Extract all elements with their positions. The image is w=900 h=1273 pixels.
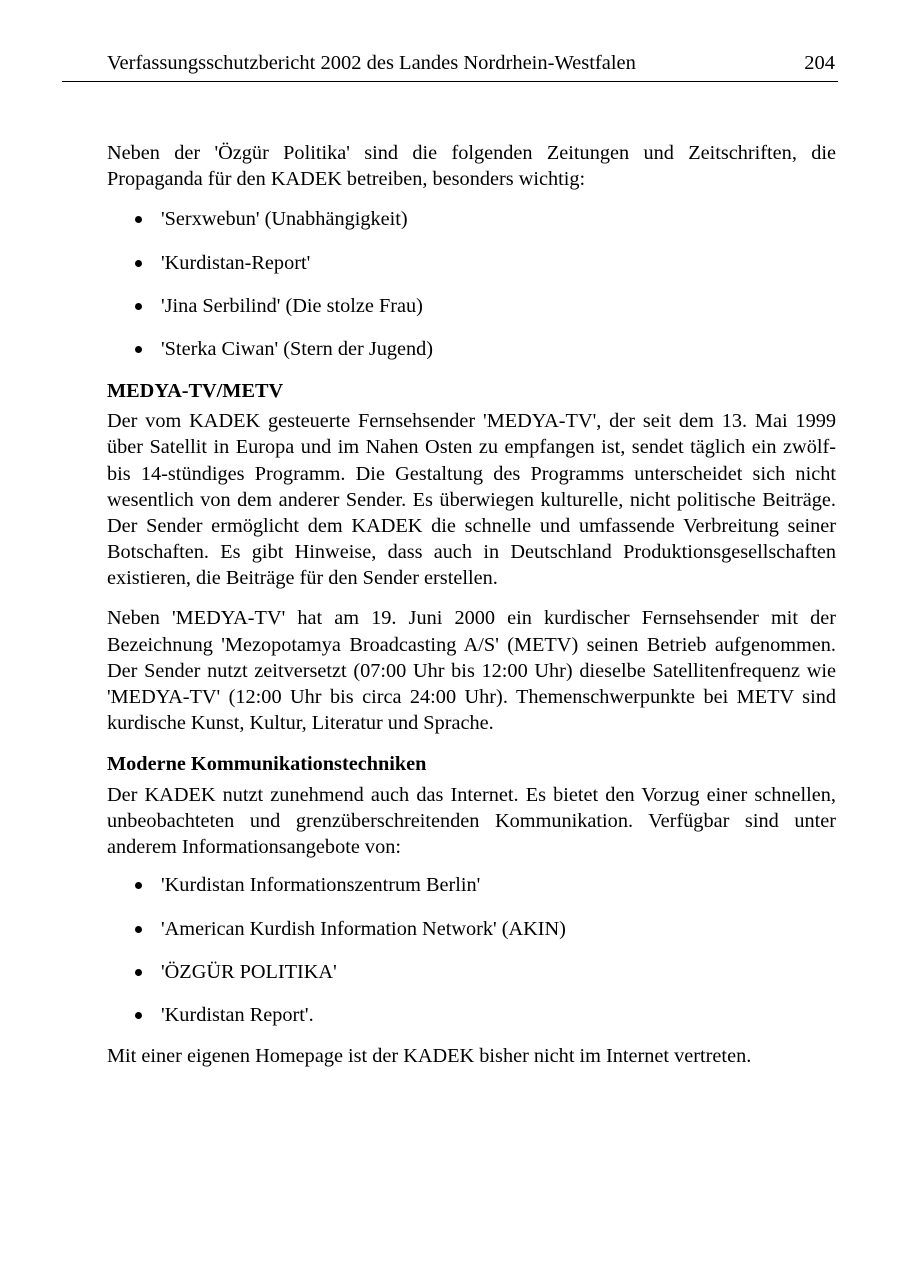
header-page-number: 204 [804,52,835,74]
bullet-icon [135,216,142,223]
header-title: Verfassungsschutzbericht 2002 des Landes Nordrhein-Westfalen [107,52,636,74]
list-item-label: 'Sterka Ciwan' (Stern der Jugend) [161,338,434,361]
bullet-icon [135,1012,142,1019]
list-item-label: 'Kurdistan-Report' [161,251,311,274]
list-item-label: 'Kurdistan Report'. [161,1004,314,1027]
list-item-label: 'American Kurdish Information Network' (AKIN) [161,917,566,940]
bullet-icon [135,303,142,310]
list-item [107,1002,836,1028]
list-item [107,872,836,898]
bullet-icon [135,882,142,889]
medya-tv-paragraph-2: Neben 'MEDYA-TV' hat am 19. Juni 2000 ein kurdischer Fernsehsender mit der Bezeichnung 'Mezopotamya Broadcasting A/S' (METV) seinen Betrieb aufgenommen. Der Sender nutzt zeitversetzt (07:00 Uhr bis 12:00 Uhr) dieselbe Satellitenfrequenz wie 'MEDYA-TV' (12:00 Uhr bis circa 24:00 Uhr). Themenschwerpunkte bei METV sind kurdische Kunst, Kultur, Literatur und Sprache. [107,607,836,735]
section-heading-medya-tv: MEDYA-TV/METV [107,379,284,402]
page-content [62,140,838,1069]
list-item [107,959,836,985]
bullet-icon [135,926,142,933]
list-item [107,250,836,276]
list-item-label: 'Jina Serbilind' (Die stolze Frau) [161,295,423,318]
list-item [107,206,836,232]
list-item-label: 'Kurdistan Informationszentrum Berlin' [161,874,481,897]
bullet-icon [135,346,142,353]
bullet-icon [135,969,142,976]
list-item [107,293,836,319]
closing-paragraph: Mit einer eigenen Homepage ist der KADEK bisher nicht im Internet vertreten. [107,1044,752,1067]
page-header [62,52,838,82]
publications-list [107,206,836,363]
kommunikation-paragraph-1: Der KADEK nutzt zunehmend auch das Internet. Es bietet den Vorzug einer schnellen, unbeobachteten und grenzüberschreitenden Kommunikation. Verfügbar sind unter anderem Informationsangebote von: [107,783,836,858]
medya-tv-paragraph-1: Der vom KADEK gesteuerte Fernsehsender 'MEDYA-TV', der seit dem 13. Mai 1999 über Satellit in Europa und im Nahen Osten zu empfangen ist, sendet täglich ein zwölf- bis 14-stündiges Programm. Die Gestaltung des Programms unterscheidet sich nicht wesentlich von dem anderer Sender. Es überwiegen kulturelle, nicht politische Beiträge. Der Sender ermöglicht dem KADEK die schnelle und umfassende Verbreitung seiner Botschaften. Es gibt Hinweise, dass auch in Deutschland Produktionsgesellschaften existieren, die Beiträge für den Sender erstellen. [107,410,836,590]
list-item [107,916,836,942]
list-item [107,336,836,362]
intro-paragraph: Neben der 'Özgür Politika' sind die folgenden Zeitungen und Zeitschriften, die Propaganda für den KADEK betreiben, besonders wichtig: [107,142,836,191]
bullet-icon [135,260,142,267]
list-item-label: 'ÖZGÜR POLITIKA' [161,960,337,983]
section-heading-kommunikation: Moderne Kommunikationstechniken [107,753,427,776]
list-item-label: 'Serxwebun' (Unabhängigkeit) [161,208,408,231]
sources-list [107,872,836,1029]
